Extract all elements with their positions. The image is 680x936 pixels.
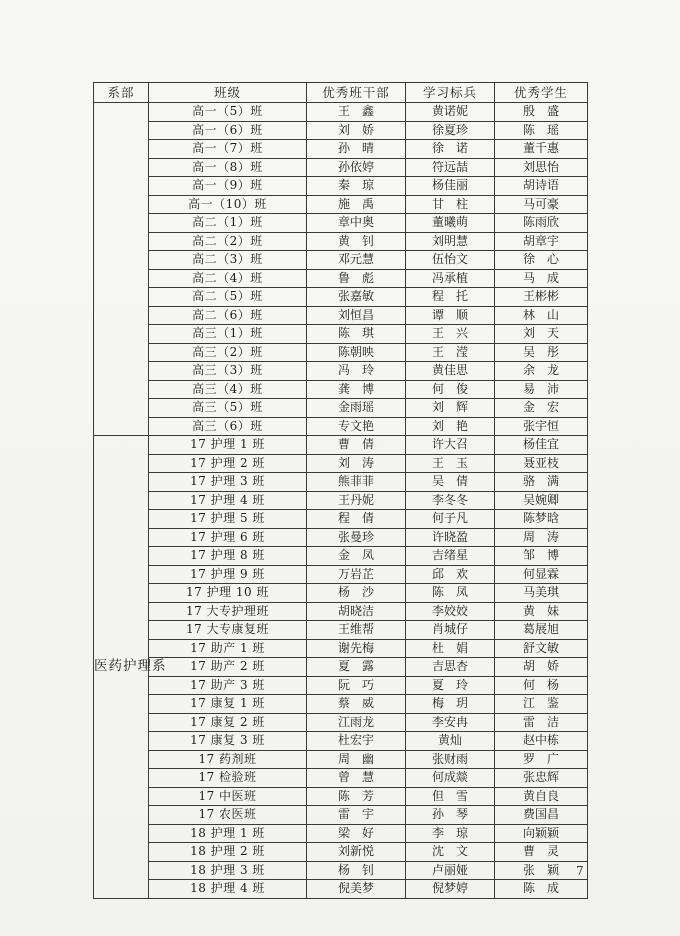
excellent-student-cell: 何 杨 [495, 676, 588, 695]
study-model-cell: 吴 倩 [406, 473, 495, 492]
class-cadre-cell: 邓元慧 [307, 251, 406, 270]
class-cadre-cell: 刘新悦 [307, 843, 406, 862]
excellent-student-cell: 胡诗语 [495, 177, 588, 196]
table-row [94, 861, 588, 880]
table-row [94, 787, 588, 806]
table-row [94, 399, 588, 418]
study-model-cell: 刘 辉 [406, 399, 495, 418]
table-row [94, 824, 588, 843]
class-cell: 17 中医班 [149, 787, 307, 806]
excellent-student-cell: 吴 彤 [495, 343, 588, 362]
class-cadre-cell: 杨 钊 [307, 861, 406, 880]
excellent-student-cell: 刘思怡 [495, 158, 588, 177]
class-cell: 高一（9）班 [149, 177, 307, 196]
excellent-student-cell: 董千惠 [495, 140, 588, 159]
study-model-cell: 何 俊 [406, 380, 495, 399]
study-model-cell: 李 琼 [406, 824, 495, 843]
class-cadre-cell: 周 幽 [307, 750, 406, 769]
class-cell: 高三（4）班 [149, 380, 307, 399]
table-row [94, 491, 588, 510]
class-cell: 高三（1）班 [149, 325, 307, 344]
excellent-student-cell: 雷 洁 [495, 713, 588, 732]
excellent-student-cell: 杨佳宜 [495, 436, 588, 455]
class-cadre-cell: 梁 好 [307, 824, 406, 843]
table-row [94, 750, 588, 769]
class-cell: 17 护理 5 班 [149, 510, 307, 529]
excellent-student-cell: 易 沛 [495, 380, 588, 399]
study-model-cell: 沈 文 [406, 843, 495, 862]
class-cadre-cell: 江雨龙 [307, 713, 406, 732]
excellent-student-cell: 张宇恒 [495, 417, 588, 436]
class-cell: 高三（5）班 [149, 399, 307, 418]
excellent-student-cell: 张 颖 [495, 861, 588, 880]
excellent-student-cell: 张忠辉 [495, 769, 588, 788]
study-model-cell: 伍怡文 [406, 251, 495, 270]
excellent-student-cell: 黄 妹 [495, 602, 588, 621]
class-cell: 17 护理 6 班 [149, 528, 307, 547]
class-cell: 17 大专护理班 [149, 602, 307, 621]
excellent-student-cell: 刘 天 [495, 325, 588, 344]
class-cadre-cell: 王 鑫 [307, 103, 406, 122]
excellent-student-cell: 江 鉴 [495, 695, 588, 714]
study-model-cell: 徐夏珍 [406, 121, 495, 140]
honor-roll-table [93, 82, 588, 899]
table-row [94, 251, 588, 270]
table-row [94, 362, 588, 381]
class-cadre-cell: 黄 钊 [307, 232, 406, 251]
table-row [94, 380, 588, 399]
class-cadre-cell: 蔡 威 [307, 695, 406, 714]
excellent-student-cell: 骆 满 [495, 473, 588, 492]
excellent-student-cell: 黄自良 [495, 787, 588, 806]
table-row [94, 269, 588, 288]
header-dept: 系部 [94, 83, 149, 103]
class-cell: 高二（6）班 [149, 306, 307, 325]
study-model-cell: 何成燚 [406, 769, 495, 788]
table-row [94, 510, 588, 529]
class-cell: 17 农医班 [149, 806, 307, 825]
class-cadre-cell: 刘 涛 [307, 454, 406, 473]
table-row [94, 103, 588, 122]
table-row [94, 158, 588, 177]
class-cell: 18 护理 4 班 [149, 880, 307, 899]
table-row [94, 769, 588, 788]
excellent-student-cell: 殷 盛 [495, 103, 588, 122]
class-cadre-cell: 孙依婷 [307, 158, 406, 177]
class-cell: 高二（5）班 [149, 288, 307, 307]
dept-cell: 医药护理系 [94, 436, 149, 899]
table-row [94, 214, 588, 233]
class-cadre-cell: 曹 倩 [307, 436, 406, 455]
excellent-student-cell: 邹 博 [495, 547, 588, 566]
excellent-student-cell: 林 山 [495, 306, 588, 325]
study-model-cell: 李冬冬 [406, 491, 495, 510]
class-cell: 18 护理 1 班 [149, 824, 307, 843]
class-cell: 17 护理 4 班 [149, 491, 307, 510]
table-row [94, 732, 588, 751]
table-body [94, 103, 588, 899]
table-row [94, 343, 588, 362]
class-cell: 高一（5）班 [149, 103, 307, 122]
class-cell: 17 康复 1 班 [149, 695, 307, 714]
study-model-cell: 梅 玥 [406, 695, 495, 714]
header-class-cadre: 优秀班干部 [307, 83, 406, 103]
excellent-student-cell: 陈 瑶 [495, 121, 588, 140]
excellent-student-cell: 陈 成 [495, 880, 588, 899]
table-row [94, 547, 588, 566]
table-row [94, 325, 588, 344]
class-cadre-cell: 施 禹 [307, 195, 406, 214]
class-cadre-cell: 金雨瑶 [307, 399, 406, 418]
study-model-cell: 冯承植 [406, 269, 495, 288]
excellent-student-cell: 舒文敏 [495, 639, 588, 658]
class-cadre-cell: 张嘉敏 [307, 288, 406, 307]
class-cell: 高二（1）班 [149, 214, 307, 233]
table-row [94, 621, 588, 640]
class-cell: 18 护理 2 班 [149, 843, 307, 862]
study-model-cell: 许大召 [406, 436, 495, 455]
study-model-cell: 邱 欢 [406, 565, 495, 584]
class-cadre-cell: 王丹妮 [307, 491, 406, 510]
excellent-student-cell: 葛展旭 [495, 621, 588, 640]
study-model-cell: 谭 顺 [406, 306, 495, 325]
study-model-cell: 但 雪 [406, 787, 495, 806]
class-cadre-cell: 金 凤 [307, 547, 406, 566]
excellent-student-cell: 聂亚枝 [495, 454, 588, 473]
class-cadre-cell: 万岩芷 [307, 565, 406, 584]
class-cell: 高一（7）班 [149, 140, 307, 159]
class-cell: 高一（8）班 [149, 158, 307, 177]
class-cadre-cell: 杜宏宇 [307, 732, 406, 751]
class-cadre-cell: 阮 巧 [307, 676, 406, 695]
class-cell: 高一（10）班 [149, 195, 307, 214]
class-cadre-cell: 夏 露 [307, 658, 406, 677]
page-number: 7 [576, 864, 584, 878]
study-model-cell: 倪梦婷 [406, 880, 495, 899]
class-cadre-cell: 秦 琼 [307, 177, 406, 196]
study-model-cell: 黄佳思 [406, 362, 495, 381]
study-model-cell: 杜 娟 [406, 639, 495, 658]
class-cadre-cell: 熊菲菲 [307, 473, 406, 492]
table-row [94, 639, 588, 658]
study-model-cell: 黄灿 [406, 732, 495, 751]
study-model-cell: 王 兴 [406, 325, 495, 344]
class-cadre-cell: 专文艳 [307, 417, 406, 436]
class-cell: 17 药剂班 [149, 750, 307, 769]
study-model-cell: 黄诺妮 [406, 103, 495, 122]
class-cell: 17 助产 2 班 [149, 658, 307, 677]
class-cadre-cell: 陈 芳 [307, 787, 406, 806]
study-model-cell: 董曦萌 [406, 214, 495, 233]
study-model-cell: 张财雨 [406, 750, 495, 769]
table-row [94, 528, 588, 547]
table-row [94, 436, 588, 455]
excellent-student-cell: 金 宏 [495, 399, 588, 418]
class-cell: 17 大专康复班 [149, 621, 307, 640]
class-cell: 17 护理 1 班 [149, 436, 307, 455]
excellent-student-cell: 周 涛 [495, 528, 588, 547]
table-row [94, 676, 588, 695]
study-model-cell: 李安冉 [406, 713, 495, 732]
header-class: 班级 [149, 83, 307, 103]
study-model-cell: 王 滢 [406, 343, 495, 362]
table-row [94, 140, 588, 159]
study-model-cell: 肖城仔 [406, 621, 495, 640]
study-model-cell: 李姣姣 [406, 602, 495, 621]
class-cadre-cell: 杨 沙 [307, 584, 406, 603]
class-cadre-cell: 倪美梦 [307, 880, 406, 899]
study-model-cell: 吉绪星 [406, 547, 495, 566]
excellent-student-cell: 向颖颖 [495, 824, 588, 843]
class-cell: 高二（2）班 [149, 232, 307, 251]
table-row [94, 565, 588, 584]
study-model-cell: 甘 柱 [406, 195, 495, 214]
study-model-cell: 许晓盈 [406, 528, 495, 547]
table-row [94, 880, 588, 899]
table-row [94, 584, 588, 603]
excellent-student-cell: 徐 心 [495, 251, 588, 270]
study-model-cell: 程 托 [406, 288, 495, 307]
table-row [94, 306, 588, 325]
table-row [94, 288, 588, 307]
table-row [94, 121, 588, 140]
table-row [94, 602, 588, 621]
class-cadre-cell: 冯 玲 [307, 362, 406, 381]
class-cell: 17 护理 3 班 [149, 473, 307, 492]
class-cell: 高三（2）班 [149, 343, 307, 362]
class-cadre-cell: 程 倩 [307, 510, 406, 529]
study-model-cell: 符远喆 [406, 158, 495, 177]
study-model-cell: 夏 玲 [406, 676, 495, 695]
class-cadre-cell: 陈 琪 [307, 325, 406, 344]
excellent-student-cell: 陈梦晗 [495, 510, 588, 529]
header-excellent-student: 优秀学生 [495, 83, 588, 103]
class-cadre-cell: 章中奥 [307, 214, 406, 233]
header-study-model: 学习标兵 [406, 83, 495, 103]
class-cadre-cell: 雷 宇 [307, 806, 406, 825]
class-cell: 17 护理 9 班 [149, 565, 307, 584]
table-row [94, 454, 588, 473]
class-cadre-cell: 孙 晴 [307, 140, 406, 159]
excellent-student-cell: 曹 灵 [495, 843, 588, 862]
table-row [94, 806, 588, 825]
class-cadre-cell: 刘 娇 [307, 121, 406, 140]
class-cadre-cell: 谢先梅 [307, 639, 406, 658]
excellent-student-cell: 马美琪 [495, 584, 588, 603]
class-cell: 17 护理 8 班 [149, 547, 307, 566]
study-model-cell: 刘明慧 [406, 232, 495, 251]
class-cell: 17 康复 2 班 [149, 713, 307, 732]
excellent-student-cell: 陈雨欣 [495, 214, 588, 233]
class-cell: 17 康复 3 班 [149, 732, 307, 751]
class-cell: 高二（3）班 [149, 251, 307, 270]
table-row [94, 232, 588, 251]
excellent-student-cell: 王彬彬 [495, 288, 588, 307]
class-cell: 高一（6）班 [149, 121, 307, 140]
study-model-cell: 陈 凤 [406, 584, 495, 603]
excellent-student-cell: 马 成 [495, 269, 588, 288]
study-model-cell: 何子凡 [406, 510, 495, 529]
table-row [94, 843, 588, 862]
study-model-cell: 吉思杏 [406, 658, 495, 677]
class-cell: 17 护理 10 班 [149, 584, 307, 603]
class-cell: 高二（4）班 [149, 269, 307, 288]
table-row [94, 417, 588, 436]
excellent-student-cell: 赵中栋 [495, 732, 588, 751]
table-header-row [94, 83, 588, 103]
excellent-student-cell: 余 龙 [495, 362, 588, 381]
dept-cell [94, 103, 149, 436]
excellent-student-cell: 胡 娇 [495, 658, 588, 677]
class-cell: 17 检验班 [149, 769, 307, 788]
class-cadre-cell: 曾 慧 [307, 769, 406, 788]
class-cadre-cell: 陈朝映 [307, 343, 406, 362]
class-cell: 17 助产 1 班 [149, 639, 307, 658]
table-row [94, 177, 588, 196]
class-cadre-cell: 龚 博 [307, 380, 406, 399]
excellent-student-cell: 费国昌 [495, 806, 588, 825]
class-cell: 高三（3）班 [149, 362, 307, 381]
study-model-cell: 孙 琴 [406, 806, 495, 825]
class-cadre-cell: 胡晓洁 [307, 602, 406, 621]
study-model-cell: 徐 诺 [406, 140, 495, 159]
excellent-student-cell: 何显霖 [495, 565, 588, 584]
excellent-student-cell: 胡章宇 [495, 232, 588, 251]
excellent-student-cell: 吴婉卿 [495, 491, 588, 510]
table-row [94, 473, 588, 492]
study-model-cell: 卢丽娅 [406, 861, 495, 880]
table-row [94, 695, 588, 714]
study-model-cell: 杨佳丽 [406, 177, 495, 196]
class-cadre-cell: 王维帮 [307, 621, 406, 640]
study-model-cell: 刘 艳 [406, 417, 495, 436]
table-row [94, 195, 588, 214]
study-model-cell: 王 玉 [406, 454, 495, 473]
class-cell: 17 助产 3 班 [149, 676, 307, 695]
excellent-student-cell: 罗 广 [495, 750, 588, 769]
excellent-student-cell: 马可豪 [495, 195, 588, 214]
class-cadre-cell: 张曼珍 [307, 528, 406, 547]
class-cadre-cell: 刘恒昌 [307, 306, 406, 325]
table-row [94, 658, 588, 677]
class-cell: 17 护理 2 班 [149, 454, 307, 473]
table-row [94, 713, 588, 732]
class-cell: 高三（6）班 [149, 417, 307, 436]
class-cadre-cell: 鲁 彪 [307, 269, 406, 288]
class-cell: 18 护理 3 班 [149, 861, 307, 880]
